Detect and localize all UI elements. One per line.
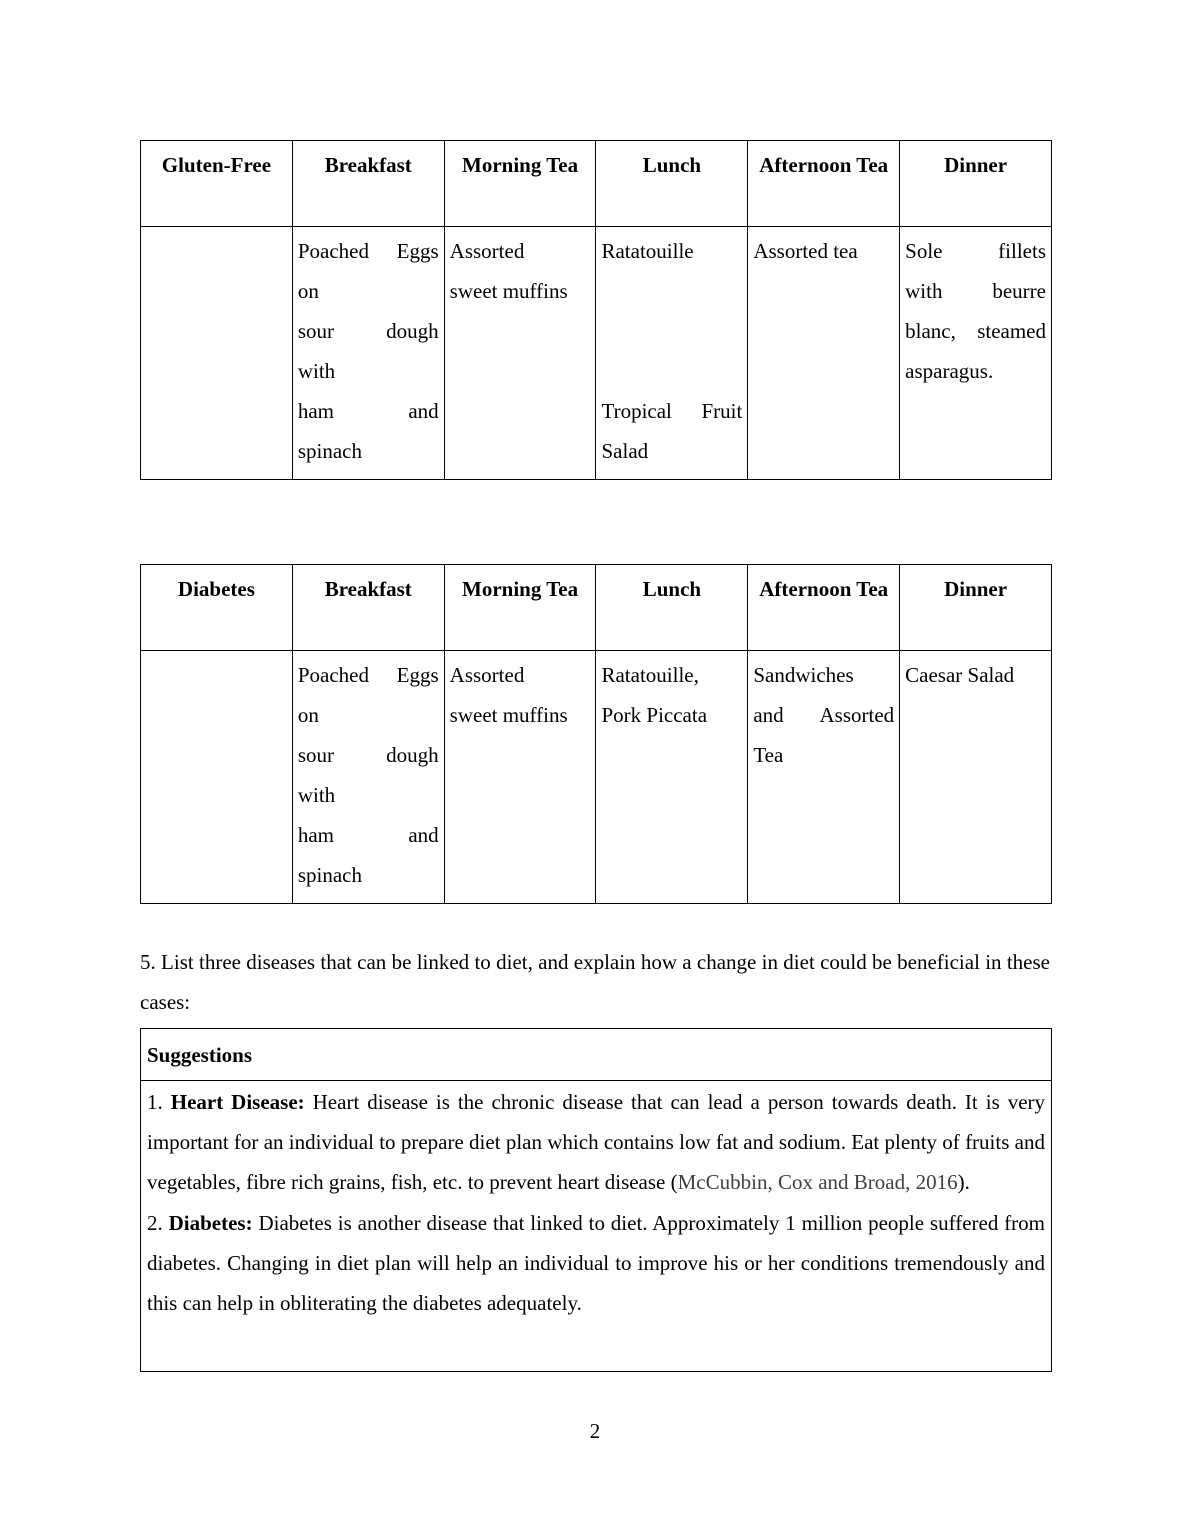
item-citation: McCubbin, Cox and Broad, 2016 <box>677 1170 958 1194</box>
diabetes-meal-table <box>140 564 1052 904</box>
breakfast-line: spinach <box>297 863 362 887</box>
suggestions-heading: Suggestions <box>141 1029 1051 1081</box>
breakfast-line: Poached Eggs <box>297 239 439 263</box>
dinner-line: asparagus. <box>905 359 994 383</box>
morning-tea-line: sweet muffins <box>449 703 568 727</box>
morning-tea-line: Assorted <box>449 239 525 263</box>
header-afternoon-tea: Afternoon Tea <box>748 141 900 227</box>
item-title: Heart Disease: <box>170 1090 305 1114</box>
breakfast-line: sour dough <box>297 319 439 343</box>
item-number: 1. <box>147 1090 163 1114</box>
header-dinner: Dinner <box>900 141 1052 227</box>
cell-dinner <box>900 227 1052 480</box>
breakfast-line: on <box>297 703 319 727</box>
header-lunch: Lunch <box>596 141 748 227</box>
header-lunch: Lunch <box>596 565 748 651</box>
table-row <box>141 227 1052 480</box>
dinner-line: Caesar Salad <box>905 663 1015 687</box>
item-suffix: ). <box>957 1170 970 1194</box>
gluten-free-meal-table <box>140 140 1052 480</box>
table-header-row <box>141 565 1052 651</box>
lunch-line: Pork Piccata <box>601 703 708 727</box>
cell-morning-tea <box>444 651 596 904</box>
suggestion-item <box>147 1202 1045 1323</box>
header-breakfast: Breakfast <box>292 565 444 651</box>
breakfast-line: ham and <box>297 823 439 847</box>
cell-breakfast <box>292 227 444 480</box>
table-row <box>141 651 1052 904</box>
page-number: 2 <box>589 1419 601 1443</box>
cell-dinner <box>900 651 1052 904</box>
item-text: Diabetes is another disease that linked to diet. Approximately 1 million people suffered from diabetes. Changing in diet plan will help an individual to improve his or her conditions tremendously and this can help in obliterating the diabetes adequately. <box>147 1211 1046 1315</box>
cell-lunch <box>596 651 748 904</box>
cell-category <box>141 651 293 904</box>
breakfast-line: sour dough <box>297 743 439 767</box>
suggestions-box <box>140 1028 1052 1372</box>
cell-afternoon-tea <box>748 227 900 480</box>
lunch-line: Salad <box>601 439 649 463</box>
header-dinner: Dinner <box>900 565 1052 651</box>
question-5: 5. List three diseases that can be linked to diet, and explain how a change in diet could be beneficial in these cases: <box>140 950 1050 1014</box>
lunch-line: Tropical Fruit <box>601 399 743 423</box>
header-category: Gluten-Free <box>141 141 293 227</box>
dinner-line: blanc, steamed <box>905 319 1046 343</box>
breakfast-line: spinach <box>297 439 362 463</box>
cell-breakfast <box>292 651 444 904</box>
afternoon-tea-line: Assorted tea <box>753 239 858 263</box>
lunch-line: Ratatouille <box>601 239 694 263</box>
breakfast-line: Poached Eggs <box>297 663 439 687</box>
table-header-row <box>141 141 1052 227</box>
cell-lunch <box>596 227 748 480</box>
cell-morning-tea <box>444 227 596 480</box>
dinner-line: with beurre <box>905 279 1046 303</box>
afternoon-tea-line: and Assorted <box>753 703 895 727</box>
suggestions-body <box>141 1081 1051 1323</box>
breakfast-line: on <box>297 279 319 303</box>
cell-category <box>141 227 293 480</box>
morning-tea-line: sweet muffins <box>449 279 568 303</box>
item-number: 2. <box>147 1211 163 1235</box>
afternoon-tea-line: Tea <box>753 743 784 767</box>
header-category: Diabetes <box>141 565 293 651</box>
header-afternoon-tea: Afternoon Tea <box>748 565 900 651</box>
item-title: Diabetes: <box>168 1211 253 1235</box>
breakfast-line: ham and <box>297 399 439 423</box>
dinner-line: Sole fillets <box>905 239 1046 263</box>
breakfast-line: with <box>297 359 336 383</box>
header-breakfast: Breakfast <box>292 141 444 227</box>
header-morning-tea: Morning Tea <box>444 141 596 227</box>
suggestion-item <box>147 1081 1045 1202</box>
morning-tea-line: Assorted <box>449 663 525 687</box>
item-text: Heart disease is the chronic disease that can lead a person towards death. It is very important for an individual to prepare diet plan which contains low fat and sodium. Eat plenty of fruits and vegetables, fibre rich grains, fish, etc. to prevent heart disease ( <box>147 1090 1046 1194</box>
header-morning-tea: Morning Tea <box>444 565 596 651</box>
afternoon-tea-line: Sandwiches <box>753 663 854 687</box>
breakfast-line: with <box>297 783 336 807</box>
cell-afternoon-tea <box>748 651 900 904</box>
lunch-line: Ratatouille, <box>601 663 699 687</box>
